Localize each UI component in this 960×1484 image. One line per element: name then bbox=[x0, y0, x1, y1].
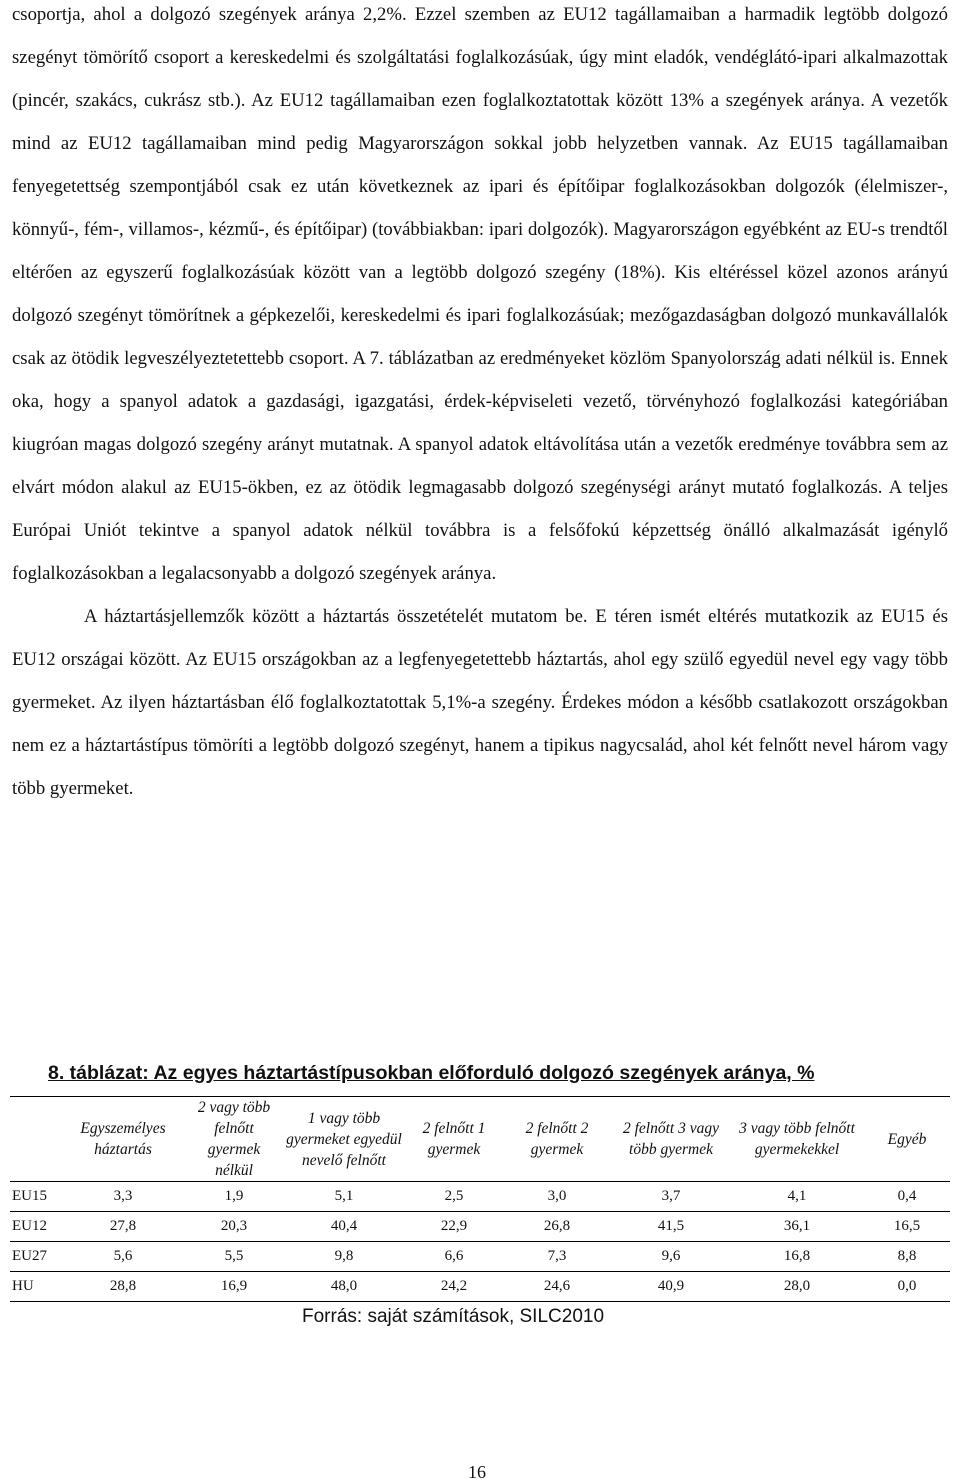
table-row bbox=[10, 1182, 950, 1212]
row-label: EU27 bbox=[10, 1242, 60, 1272]
table-header-row bbox=[10, 1097, 950, 1182]
column-header: 2 felnőtt 1 gyermek bbox=[406, 1097, 502, 1182]
table-cell: 36,1 bbox=[730, 1212, 864, 1242]
row-label: EU12 bbox=[10, 1212, 60, 1242]
table-cell: 7,3 bbox=[502, 1242, 612, 1272]
table-cell: 0,0 bbox=[864, 1272, 950, 1302]
table-cell: 26,8 bbox=[502, 1212, 612, 1242]
table-cell: 16,9 bbox=[186, 1272, 282, 1302]
table-corner-cell bbox=[10, 1097, 60, 1182]
table-cell: 41,5 bbox=[612, 1212, 730, 1242]
table-cell: 40,9 bbox=[612, 1272, 730, 1302]
column-header: Egyszemélyes háztartás bbox=[60, 1097, 186, 1182]
table-cell: 20,3 bbox=[186, 1212, 282, 1242]
table-cell: 5,5 bbox=[186, 1242, 282, 1272]
table-cell: 16,8 bbox=[730, 1242, 864, 1272]
table-cell: 6,6 bbox=[406, 1242, 502, 1272]
table-cell: 9,8 bbox=[282, 1242, 406, 1272]
table-cell: 24,2 bbox=[406, 1272, 502, 1302]
table-row bbox=[10, 1212, 950, 1242]
table-source-note: Forrás: saját számítások, SILC2010 bbox=[302, 1306, 605, 1327]
column-header: 3 vagy több felnőtt gyermekekkel bbox=[730, 1097, 864, 1182]
page-number: 16 bbox=[468, 1462, 486, 1482]
table-cell: 40,4 bbox=[282, 1212, 406, 1242]
table-cell: 0,4 bbox=[864, 1182, 950, 1212]
column-header: 2 vagy több felnőtt gyermek nélkül bbox=[186, 1097, 282, 1182]
table-cell: 4,1 bbox=[730, 1182, 864, 1212]
table-cell: 27,8 bbox=[60, 1212, 186, 1242]
column-header: 1 vagy több gyermeket egyedül nevelő felnőtt bbox=[282, 1097, 406, 1182]
table-cell: 3,3 bbox=[60, 1182, 186, 1212]
table-cell: 9,6 bbox=[612, 1242, 730, 1272]
table-cell: 5,6 bbox=[60, 1242, 186, 1272]
table-cell: 48,0 bbox=[282, 1272, 406, 1302]
table-cell: 16,5 bbox=[864, 1212, 950, 1242]
row-label: EU15 bbox=[10, 1182, 60, 1212]
paragraph-occupation-analysis: csoportja, ahol a dolgozó szegények aránya 2,2%. Ezzel szemben az EU12 tagállamaiban a harmadik legtöbb dolgozó szegényt tömörítő csoport a kereskedelmi és szolgáltatási foglalkozásúak, úgy mint eladók, vendéglátó-ipari alkalmazottak (pincér, szakács, cukrász stb.). Az EU12 tagállamaiban ezen foglalkoztatottak között 13% a szegények aránya. A vezetők mind az EU12 tagállamaiban mind pedig Magyarországon sokkal jobb helyzetben vannak. Az EU15 tagállamaiban fenyegetettség szempontjából csak ez után következnek az ipari és építőipar foglalkozásokban dolgozók (élelmiszer-, könnyű-, fém-, villamos-, kézmű-, és építőipar) (továbbiakban: ipari dolgozók). Magyarországon egyébként az EU-s trendtől eltérően az egyszerű foglalkozásúak között van a legtöbb dolgozó szegény (18%). Kis eltéréssel közel azonos arányú dolgozó szegényt tömörítnek a gépkezelői, kereskedelmi és ipari foglalkozásúak; mezőgazdaságban dolgozó munkavállalók csak az ötödik legveszélyeztetettebb csoport. A 7. táblázatban az eredményeket közlöm Spanyolország adati nélkül is. Ennek oka, hogy a spanyol adatok a gazdasági, igazgatási, érdek-képviseleti vezető, törvényhozó foglalkozási kategóriában kiugróan magas dolgozó szegény arányt mutatnak. A spanyol adatok eltávolítása után a vezetők eredménye továbbra sem az elvárt módon alakul az EU15-ökben, ez az ötödik legmagasabb dolgozó szegénységi arányt mutató foglalkozás. A teljes Európai Uniót tekintve a spanyol adatok nélkül továbbra is a felsőfokú képzettség önálló alkalmazását igénylő foglalkozásokban a legalacsonyabb a dolgozó szegények aránya. bbox=[12, 4, 948, 584]
table-cell: 22,9 bbox=[406, 1212, 502, 1242]
table-cell: 24,6 bbox=[502, 1272, 612, 1302]
row-label: HU bbox=[10, 1272, 60, 1302]
table-cell: 8,8 bbox=[864, 1242, 950, 1272]
table-cell: 28,0 bbox=[730, 1272, 864, 1302]
table-caption: 8. táblázat: Az egyes háztartástípusokban előforduló dolgozó szegények aránya, % bbox=[48, 1062, 815, 1084]
paragraph-household-analysis: A háztartásjellemzők között a háztartás összetételét mutatom be. E téren ismét eltérés mutatkozik az EU15 és EU12 országai között. Az EU15 országokban az a legfenyegetettebb háztartás, ahol egy szülő egyedül nevel egy vagy több gyermeket. Az ilyen háztartásban élő foglalkoztatottak 5,1%-a szegény. Érdekes módon a később csatlakozott országokban nem ez a háztartástípus tömöríti a legtöbb dolgozó szegényt, hanem a tipikus nagycsalád, ahol két felnőtt nevel három vagy több gyermeket. bbox=[12, 606, 948, 799]
table-cell: 28,8 bbox=[60, 1272, 186, 1302]
table-cell: 3,7 bbox=[612, 1182, 730, 1212]
table-cell: 5,1 bbox=[282, 1182, 406, 1212]
table-cell: 3,0 bbox=[502, 1182, 612, 1212]
column-header: Egyéb bbox=[864, 1097, 950, 1182]
table-row bbox=[10, 1242, 950, 1272]
table-row bbox=[10, 1272, 950, 1302]
document-body bbox=[12, 0, 948, 810]
table-cell: 1,9 bbox=[186, 1182, 282, 1212]
table-cell: 2,5 bbox=[406, 1182, 502, 1212]
household-poverty-table bbox=[10, 1096, 950, 1302]
column-header: 2 felnőtt 3 vagy több gyermek bbox=[612, 1097, 730, 1182]
column-header: 2 felnőtt 2 gyermek bbox=[502, 1097, 612, 1182]
